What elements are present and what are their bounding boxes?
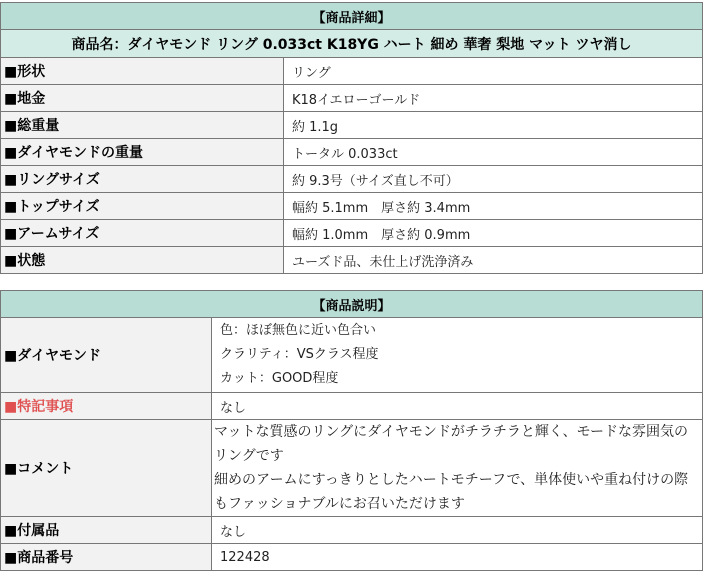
row-value: 幅約 1.0mm 厚さ約 0.9mm: [284, 220, 703, 247]
row-label: ■リングサイズ: [1, 166, 284, 193]
product-name: 商品名：ダイヤモンド リング 0.033ct K18YG ハート 細め 華奢 梨地 マット ツヤ消し: [1, 30, 703, 58]
row-value: ユーズド品、未仕上げ洗浄済み: [284, 247, 703, 274]
row-value: 約 9.3号（サイズ直し不可）: [284, 166, 703, 193]
row-value: トータル 0.033ct: [284, 139, 703, 166]
item-number-value: 122428: [212, 544, 703, 571]
row-value: 幅約 5.1mm 厚さ約 3.4mm: [284, 193, 703, 220]
special-notes-label: ■特記事項: [1, 393, 212, 420]
row-value: リング: [284, 58, 703, 85]
row-value: K18イエローゴールド: [284, 85, 703, 112]
diamond-label: ■ダイヤモンド: [1, 318, 212, 393]
details-table: [0, 2, 703, 274]
row-label: ■状態: [1, 247, 284, 274]
table-row: [1, 544, 703, 571]
table-row: [1, 166, 703, 193]
diamond-clarity: クラリティ：VSクラス程度: [220, 347, 379, 362]
row-label: ■総重量: [1, 112, 284, 139]
details-heading: 【商品詳細】: [1, 3, 703, 30]
table-row: [1, 85, 703, 112]
description-table: [0, 290, 703, 571]
description-heading: 【商品説明】: [1, 291, 703, 318]
table-row: [1, 58, 703, 85]
accessories-value: なし: [212, 517, 703, 544]
table-row: [1, 220, 703, 247]
table-row: [1, 112, 703, 139]
row-label: ■トップサイズ: [1, 193, 284, 220]
table-row: [1, 139, 703, 166]
item-number-label: ■商品番号: [1, 544, 212, 571]
diamond-cut: カット：GOOD程度: [220, 371, 339, 386]
table-row: [1, 247, 703, 274]
diamond-details: [212, 318, 703, 393]
comment-label: ■コメント: [1, 420, 212, 517]
row-label: ■地金: [1, 85, 284, 112]
table-row: [1, 420, 703, 517]
accessories-label: ■付属品: [1, 517, 212, 544]
table-row: [1, 318, 703, 393]
table-row: [1, 393, 703, 420]
special-notes-value: なし: [212, 393, 703, 420]
row-label: ■ダイヤモンドの重量: [1, 139, 284, 166]
table-row: [1, 193, 703, 220]
comment-line: マットな質感のリングにダイヤモンドがチラチラと輝く、モードな雰囲気のリングです: [214, 424, 689, 464]
comment-text: [212, 420, 703, 517]
diamond-color: 色：ほぼ無色に近い色合い: [220, 323, 377, 338]
row-value: 約 1.1g: [284, 112, 703, 139]
table-row: [1, 517, 703, 544]
row-label: ■アームサイズ: [1, 220, 284, 247]
row-label: ■形状: [1, 58, 284, 85]
comment-line: 細めのアームにすっきりとしたハートモチーフで、単体使いや重ね付けの際もファッショナブルにお召いただけます: [214, 472, 689, 512]
